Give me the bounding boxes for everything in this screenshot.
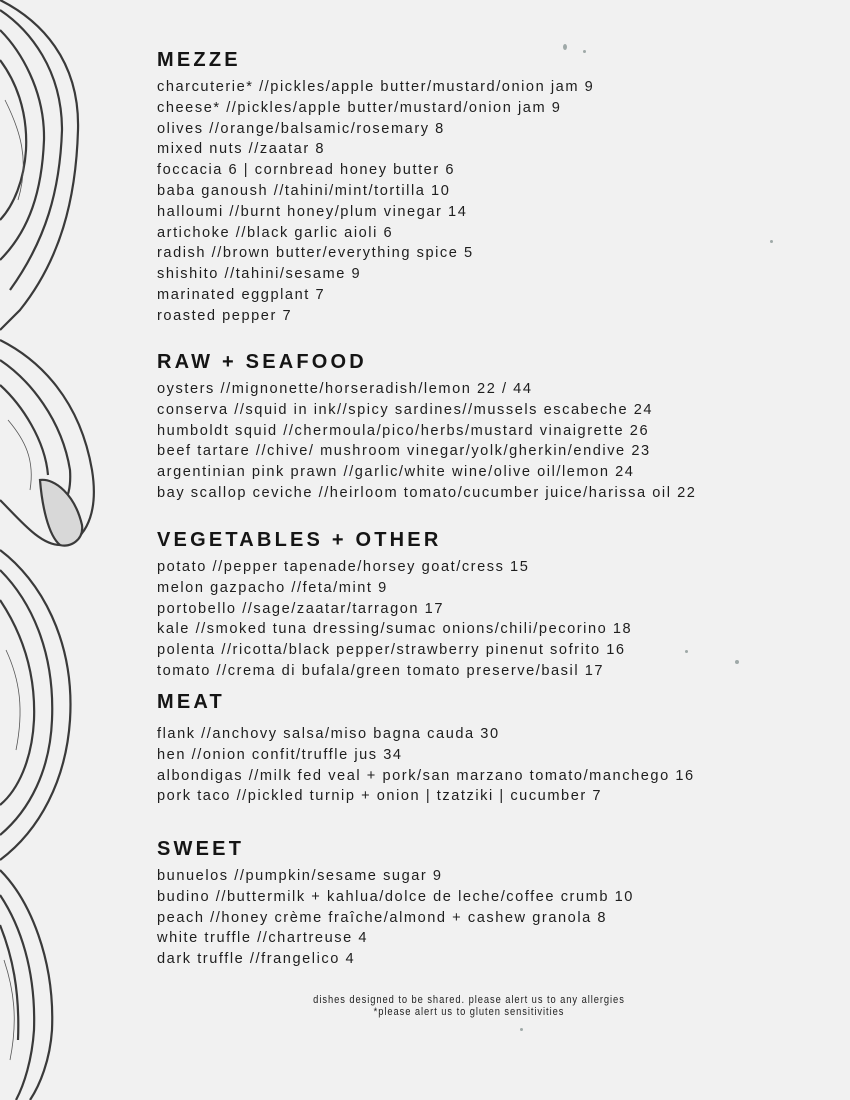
section-heading: SWEET — [157, 838, 245, 860]
menu-item: melon gazpacho //feta/mint 9 — [157, 579, 388, 596]
menu-item: cheese* //pickles/apple butter/mustard/onion jam 9 — [157, 99, 562, 116]
menu-item: humboldt squid //chermoula/pico/herbs/mustard vinaigrette 26 — [157, 422, 650, 439]
menu-item: hen //onion confit/truffle jus 34 — [157, 746, 403, 763]
section-heading: MEZZE — [157, 49, 241, 71]
menu-item: artichoke //black garlic aioli 6 — [157, 224, 394, 241]
menu-item: pork taco //pickled turnip + onion | tzatziki | cucumber 7 — [157, 788, 603, 805]
menu-item: portobello //sage/zaatar/tarragon 17 — [157, 600, 445, 617]
menu-item: shishito //tahini/sesame 9 — [157, 266, 362, 283]
menu-item: beef tartare //chive/ mushroom vinegar/yolk/gherkin/endive 23 — [157, 443, 651, 460]
menu-item: kale //smoked tuna dressing/sumac onions/chili/pecorino 18 — [157, 621, 633, 638]
menu-item: albondigas //milk fed veal + pork/san marzano tomato/manchego 16 — [157, 767, 695, 784]
menu-item: halloumi //burnt honey/plum vinegar 14 — [157, 203, 468, 220]
menu-item: white truffle //chartreuse 4 — [157, 930, 369, 947]
menu-item: mixed nuts //zaatar 8 — [157, 141, 326, 158]
section-meat — [157, 690, 695, 807]
section-heading: VEGETABLES + OTHER — [157, 529, 442, 551]
footer-gluten-note: *please alert us to gluten sensitivities — [373, 1006, 565, 1018]
menu-item: marinated eggplant 7 — [157, 286, 326, 303]
section-vegetables-other — [157, 528, 632, 682]
menu-item: argentinian pink prawn //garlic/white wine/olive oil/lemon 24 — [157, 464, 635, 481]
paper-speck — [685, 650, 688, 653]
footer-allergy-note: dishes designed to be shared. please alert us to any allergies — [313, 994, 625, 1006]
section-raw-seafood — [157, 350, 696, 504]
menu-item: bunuelos //pumpkin/sesame sugar 9 — [157, 868, 443, 884]
menu-item: peach //honey crème fraîche/almond + cashew granola 8 — [157, 909, 608, 926]
paper-speck — [770, 240, 773, 243]
menu-item: foccacia 6 | cornbread honey butter 6 — [157, 162, 456, 179]
section-heading: RAW + SEAFOOD — [157, 351, 367, 373]
menu-item: radish //brown butter/everything spice 5 — [157, 245, 474, 262]
menu-item: baba ganoush //tahini/mint/tortilla 10 — [157, 182, 451, 199]
section-sweet — [157, 837, 634, 970]
section-mezze — [157, 48, 594, 327]
menu-item: roasted pepper 7 — [157, 307, 293, 324]
menu-item: charcuterie* //pickles/apple butter/mustard/onion jam 9 — [157, 79, 595, 95]
section-heading: MEAT — [157, 691, 225, 713]
menu-item: olives //orange/balsamic/rosemary 8 — [157, 120, 445, 137]
menu-item: budino //buttermilk + kahlua/dolce de leche/coffee crumb 10 — [157, 888, 634, 905]
menu-item: polenta //ricotta/black pepper/strawberry pinenut sofrito 16 — [157, 642, 626, 659]
menu-item: bay scallop ceviche //heirloom tomato/cucumber juice/harissa oil 22 — [157, 484, 697, 501]
paper-speck — [735, 660, 739, 664]
oyster-shell-illustration — [0, 0, 110, 1100]
menu-item: dark truffle //frangelico 4 — [157, 951, 356, 968]
footer-note — [70, 994, 850, 1018]
menu-item: flank //anchovy salsa/miso bagna cauda 30 — [157, 726, 500, 742]
menu-item: oysters //mignonette/horseradish/lemon 22 / 44 — [157, 381, 533, 397]
menu-item: potato //pepper tapenade/horsey goat/cress 15 — [157, 559, 530, 575]
menu-item: tomato //crema di bufala/green tomato preserve/basil 17 — [157, 662, 605, 679]
menu-item: conserva //squid in ink//spicy sardines//mussels escabeche 24 — [157, 401, 654, 418]
paper-speck — [520, 1028, 523, 1031]
